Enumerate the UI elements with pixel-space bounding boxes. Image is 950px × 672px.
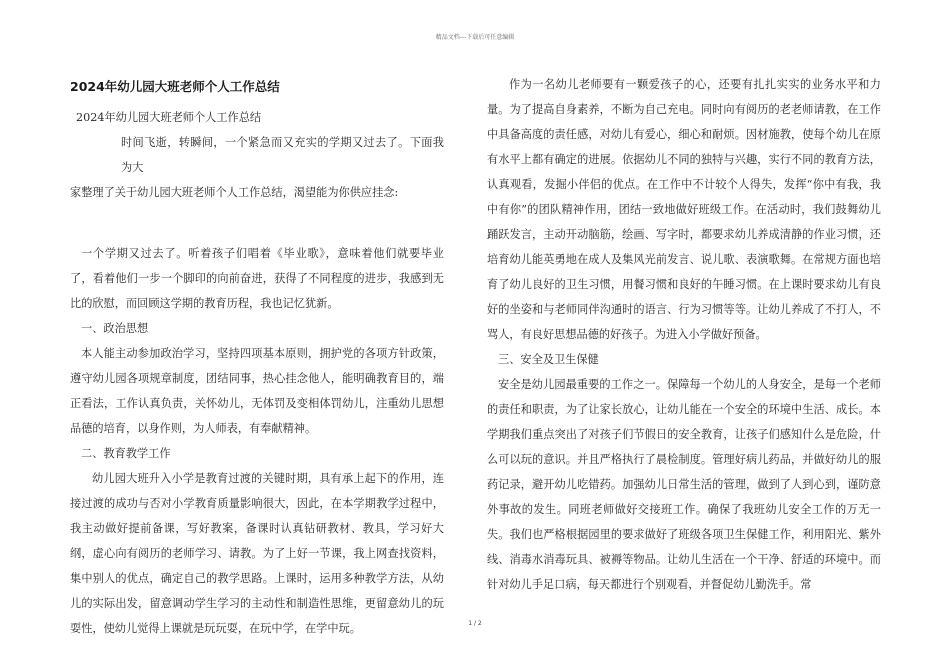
document-title: 2024年幼儿园大班老师个人工作总结 bbox=[70, 79, 280, 94]
intro-continuation: 家整理了关于幼儿园大班老师个人工作总结，渴望能为你供应挂念: bbox=[70, 186, 399, 199]
right-column bbox=[487, 72, 881, 597]
left-column bbox=[70, 72, 444, 641]
paragraph-politics: 本人能主动参加政治学习，坚持四项基本原则，拥护党的各项方针政策，遵守幼儿园各项规章制度，团结同事，热心挂念他人，能明确教育目的，端正看法，工作认真负责，关怀幼儿，无体罚及变相体罚幼儿，注重幼儿思想品德的培育，以身作则，为人师表，有奉献精神。 bbox=[70, 347, 444, 435]
page-number: 1 / 2 bbox=[468, 620, 482, 627]
paragraph-safety: 安全是幼儿园最重要的工作之一。保障每一个幼儿的人身安全，是每一个老师的责任和职责，为了让家长放心，让幼儿能在一个安全的环境中生活、成长。本学期我们重点突出了对孩子们节假日的安全教育，让孩子们感知什么是危险，什么可以玩的意识。并且严格执行了晨检制度。管理好病儿药品，并做好幼儿的服药记录，避开幼儿吃错药。加强幼儿日常生活的管理，做到了人到心到，谨防意外事故的发生。同班老师做好交接班工作。确保了我班幼儿安全工作的万无一失。我们也严格根据园里的要求做好了班级各项卫生保健工作，利用阳光、紫外线、消毒水消毒玩具、被褥等物品。让幼儿生活在一个干净、舒适的环境中。而针对幼儿手足口病，每天都进行个别观看，并督促幼儿勤洗手。常 bbox=[487, 378, 881, 591]
paragraph-teaching: 幼儿园大班升入小学是教育过渡的关键时期，具有承上起下的作用，连接过渡的成功与否对小学教育质量影响很大，因此，在本学期教学过程中，我主动做好提前备课，写好教案，备课时认真钻研教材、教具，学习好大纲，虚心向有阅历的老师学习、请教。为了上好一节课，我上网查找资料，集中别人的优点，确定自己的教学思路。上课时，运用多种教学方法，从幼儿的实际出发，留意调动学生学习的主动性和制造性思维，更留意幼儿的玩耍性，使幼儿觉得上课就是玩玩耍，在玩中学，在学中玩。 bbox=[70, 472, 444, 635]
header-note: 精品文档---下载后可任意编辑 bbox=[435, 34, 515, 41]
document-subtitle: 2024年幼儿园大班老师个人工作总结 bbox=[76, 111, 262, 124]
paragraph-semester: 一个学期又过去了。听着孩子们唱着《毕业歌》，意味着他们就要毕业了，看着他们一步一个脚印的向前奋进，获得了不同程度的进步，我感到无比的欣慰，而回顾这学期的教育历程，我也记忆犹新。 bbox=[70, 247, 444, 310]
intro-first-line: 时间飞逝，转瞬间，一个紧急而又充实的学期又过去了。下面我为大 bbox=[121, 136, 444, 174]
heading-safety: 三、安全及卫生保健 bbox=[498, 353, 599, 366]
heading-teaching: 二、教育教学工作 bbox=[81, 447, 171, 460]
paragraph-gap bbox=[70, 205, 444, 241]
paragraph-teacher-quality: 作为一名幼儿老师要有一颗爱孩子的心，还要有扎扎实实的业务水平和力量。为了提高自身素养，不断为自己充电。同时向有阅历的老老师请教，在工作中具备高度的责任感，对幼儿有爱心，细心和耐烦。因材施教，使每个幼儿在原有水平上都有确定的进展。依据幼儿不同的独特与兴趣，实行不同的教育方法，认真观看，发掘小伴侣的优点。在工作中不计较个人得失，发挥“你中有我，我中有你”的团队精神作用，团结一致地做好班级工作。在活动时，我们鼓舞幼儿踊跃发言，主动开动脑筋，绘画、写字时，都要求幼儿养成清静的作业习惯，还培育幼儿能英勇地在成人及集风光前发言、说儿歌、表演歌舞。在常规方面也培育了幼儿良好的卫生习惯，用餐习惯和良好的午睡习惯。在上课时要求幼儿有良好的坐姿和与老师同伴沟通时的语言、行为习惯等等。让幼儿养成了不打人，不骂人，有良好思想品德的好孩子。为进入小学做好预备。 bbox=[487, 78, 881, 341]
heading-politics: 一、政治思想 bbox=[81, 322, 149, 335]
